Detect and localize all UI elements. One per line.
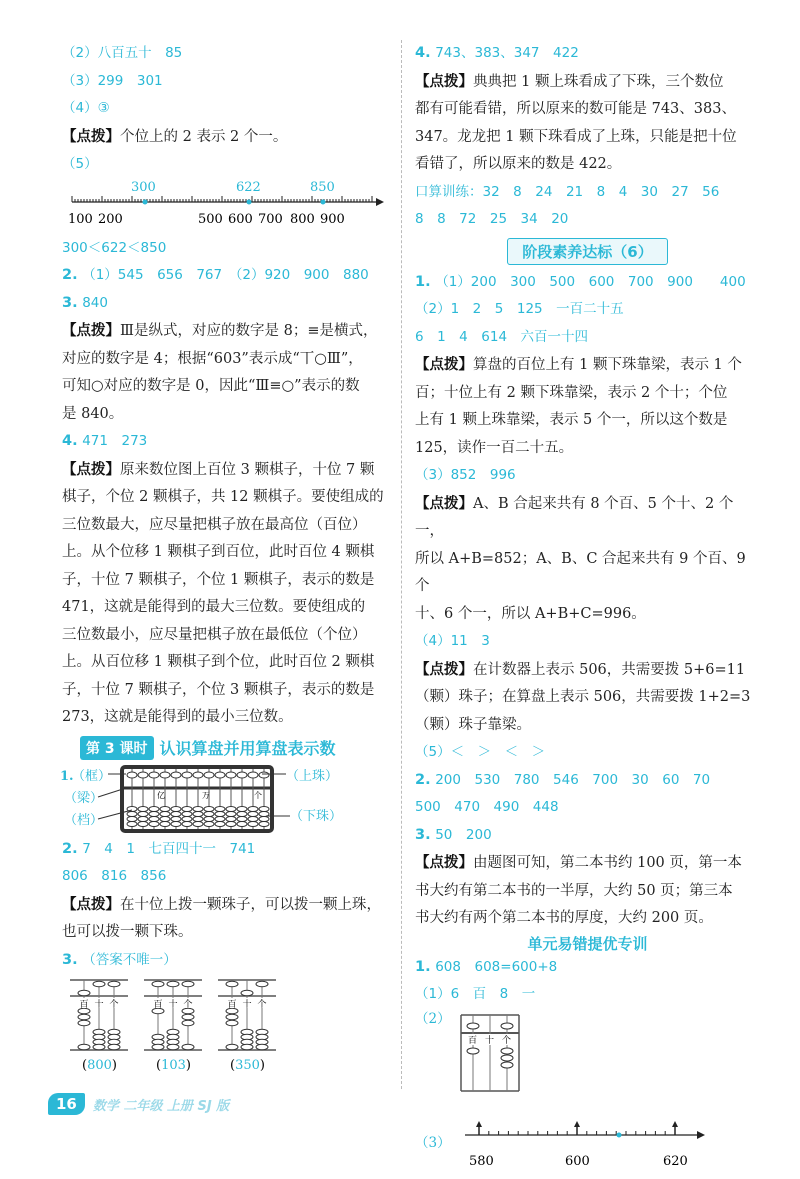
answer-line: （2）: [415, 1010, 451, 1027]
tip-text: 在十位上拨一颗珠子，可以拨一颗上珠，: [120, 896, 381, 913]
abacus-answer: (103): [156, 1058, 191, 1073]
answer-line: （2）1 2 5 125 一百二十五: [415, 301, 624, 317]
abacus-unit: 个: [109, 1000, 119, 1010]
tip-text: 都有可能看错，所以原来的数可能是 743、383、: [415, 101, 736, 117]
numline-label: 580: [469, 1153, 494, 1169]
abacus-unit: 个: [502, 1035, 512, 1046]
tip-text: （颗）珠子靠梁。: [415, 716, 531, 733]
answer-line: （3）: [415, 1134, 451, 1151]
tip-paragraph: [62, 317, 392, 428]
abacus-label: （上珠）: [286, 768, 339, 784]
tip-text: 在计数器上表示 506，共需要拨 5+6=11: [473, 661, 746, 678]
tip-text: 273，这就是能得到的最小三位数。: [62, 709, 293, 725]
answer-line: （答案不唯一）: [82, 951, 177, 968]
column-divider: [401, 40, 402, 1089]
tip-label: 【点拨】: [415, 356, 473, 373]
question-number: 3.: [62, 294, 78, 311]
tip-label: 【点拨】: [62, 895, 120, 913]
question-number: 3.: [415, 826, 431, 843]
tip-text: 上。从个位移 1 颗棋子到百位，此时百位 4 颗棋: [62, 544, 375, 560]
tip-text: 看错了，所以原来的数是 422。: [415, 156, 622, 172]
page-number: 16: [48, 1093, 85, 1115]
numline-bottom-label: 500: [198, 211, 223, 227]
abacus-unit: 个: [257, 1000, 267, 1010]
abacus-label: （下珠）: [290, 808, 343, 824]
left-column: [62, 40, 392, 1074]
abacus-answer: (800): [82, 1058, 117, 1073]
answer-line: （4）11 3: [415, 633, 490, 649]
question-number: 2.: [62, 840, 78, 857]
answer-line: 50 200: [435, 826, 492, 843]
question-number: 2.: [62, 267, 78, 283]
numline-top-label: 850: [310, 179, 335, 195]
tip-text: 对应的数字是 4；根据“603”表示成“丅○Ⅲ”，: [62, 350, 363, 367]
tip-text: 棋子，个位 2 颗棋子，共 12 颗棋子。要使组成的: [62, 489, 384, 505]
numline-bottom-label: 600: [228, 211, 253, 227]
numline-label: 620: [663, 1153, 688, 1169]
error-diagrams: [415, 1009, 760, 1179]
numline-top-label: 622: [236, 179, 261, 195]
section-title: 单元易错提优专训: [527, 934, 648, 953]
number-line-diagram: [58, 179, 388, 235]
abacus-label: （档）: [64, 812, 104, 828]
question-number: 1.: [60, 768, 74, 784]
tip-text: 百；十位上有 2 颗下珠靠梁，表示 2 个十；个位: [415, 384, 728, 401]
abacus-label: （框）: [72, 768, 112, 784]
tip-text: Ⅲ是纵式，对应的数字是 8；≡是横式，: [120, 323, 378, 339]
tip-text: （颗）珠子；在算盘上表示 506，共需要拨 1+2=3: [415, 689, 751, 705]
question-number: 4.: [62, 433, 78, 449]
oral-training: 口算训练：32 8 24 21 8 4 30 27 56: [415, 183, 720, 200]
tip-text: 上有 1 颗上珠靠梁，表示 5 个一，所以这个数是: [415, 412, 728, 428]
tip-text: 子，十位 7 颗棋子，个位 1 颗棋子，表示的数是: [62, 571, 375, 588]
tip-text: 原来数位图上百位 3 颗棋子，十位 7 颗: [120, 461, 375, 478]
abacus-unit: 百: [79, 1000, 89, 1010]
question-number: 3.: [62, 951, 78, 968]
answer-line: 200 530 780 546 700 30 60 70: [435, 771, 711, 788]
numline-bottom-label: 200: [98, 211, 123, 227]
small-abacus: [218, 980, 276, 1073]
book-title: 数学 二年级 上册 SJ 版: [92, 1098, 230, 1114]
tip-text: 十、6 个一，所以 A+B+C=996。: [415, 605, 646, 622]
answer-line: （3）299 301: [62, 72, 163, 89]
abacus-unit: 个: [183, 1000, 193, 1010]
tip-paragraph: [415, 656, 760, 740]
abacus-unit: 百: [468, 1035, 478, 1046]
answer-line: 7 4 1 七百四十一 741: [82, 840, 256, 857]
tip-paragraph: [62, 891, 392, 947]
question-number: 2.: [415, 771, 431, 788]
numline-top-label: 300: [131, 179, 156, 195]
tip-text: 算盘的百位上有 1 颗下珠靠梁，表示 1 个: [473, 357, 742, 373]
tip-text: 可知○对应的数字是 0，因此“Ⅲ≡○”表示的数: [62, 378, 360, 394]
answer-line: 608 608=600+8: [435, 958, 558, 975]
tip-label: 【点拨】: [415, 72, 473, 90]
page-footer: [48, 1093, 229, 1115]
tip-paragraph: [415, 351, 760, 462]
abacus-unit: 百: [153, 1000, 163, 1010]
tip-label: 【点拨】: [62, 460, 120, 478]
answer-line: （5）＜ ＞ ＜ ＞: [415, 744, 546, 760]
tip-paragraph: [62, 456, 392, 732]
answer-line: 806 816 856: [62, 868, 167, 884]
answer-line: （4）③: [62, 100, 110, 116]
right-column: [415, 40, 760, 1179]
abacus-unit: 个: [254, 790, 262, 800]
tip-paragraph: [415, 849, 760, 933]
numline-bottom-label: 900: [320, 211, 345, 227]
abacus-unit: 亿: [157, 790, 165, 800]
tip-text: 典典把 1 颗上珠看成了下珠，三个数位: [473, 73, 724, 90]
tip-text: 也可以拨一颗下珠。: [62, 924, 193, 940]
abacus-unit: 十: [485, 1035, 495, 1046]
answer-line: 300＜622＜850: [62, 239, 167, 256]
question-number: 1.: [415, 958, 431, 975]
tip-label: 【点拨】: [415, 854, 473, 871]
tip-text: 上。从百位移 1 颗棋子到个位，此时百位 2 颗棋: [62, 654, 375, 670]
tip-text: 471，这就是能得到的最大三位数。要使组成的: [62, 599, 366, 615]
question-number: 4.: [415, 45, 431, 61]
lesson-heading: [80, 736, 392, 760]
answer-line: 500 470 490 448: [415, 799, 559, 815]
tip-text: 子，十位 7 颗棋子，个位 3 颗棋子，表示的数是: [62, 681, 375, 698]
answer-line: 840: [82, 294, 108, 311]
tip-text: 由题图可知，第二本书约 100 页，第一本: [473, 855, 742, 871]
abacus-unit: 十: [168, 1000, 178, 1010]
tip-text: 书大约有两个第二本书的厚度，大约 200 页。: [415, 910, 713, 926]
small-abacus: [144, 980, 202, 1073]
lesson-title: 认识算盘并用算盘表示数: [159, 739, 336, 758]
answer-line: 743、383、347 422: [435, 45, 579, 61]
numline-bottom-label: 800: [290, 211, 315, 227]
tip-paragraph: [415, 490, 760, 629]
abacus-unit: 十: [242, 1000, 252, 1010]
answer-line: （2）八百五十 85: [62, 45, 183, 61]
abacus-answer: (350): [230, 1058, 265, 1073]
oral-training: 8 8 72 25 34 20: [415, 211, 569, 227]
question-number: 1.: [415, 273, 431, 290]
section-banner: 阶段素养达标（6）: [507, 238, 667, 265]
answer-line: （1）200 300 500 600 700 900 400: [435, 273, 746, 290]
numline-bottom-label: 700: [258, 211, 283, 227]
abacus-label: （梁）: [64, 790, 104, 806]
abacus-unit: 百: [227, 1000, 237, 1010]
tip-label: 【点拨】: [415, 660, 473, 678]
tip-text: 书大约有第二本书的一半厚，大约 50 页；第三本: [415, 882, 733, 899]
tip-paragraph: [415, 68, 760, 179]
answer-line: 471 273: [82, 433, 148, 449]
abacus-unit: 十: [94, 1000, 104, 1010]
small-abacus: [70, 980, 128, 1073]
tip-text: 三位数最大，应尽量把棋子放在最高位（百位）: [62, 516, 367, 533]
tip-text: 所以 A+B=852；A、B、C 合起来共有 9 个百、9 个: [415, 550, 746, 594]
answer-line: （3）852 996: [415, 467, 516, 483]
lesson-tag: 第 3 课时: [80, 736, 154, 760]
numline-bottom-label: 100: [68, 211, 93, 227]
small-abacus-diagrams: [62, 974, 392, 1074]
numline-label: 600: [565, 1153, 590, 1169]
tip-text: A、B 合起来共有 8 个百、5 个十、2 个一，: [415, 495, 734, 539]
answer-line: （1）6 百 8 一: [415, 986, 536, 1002]
abacus-diagram: [62, 764, 392, 836]
tip-text: 125，读作一百二十五。: [415, 439, 574, 456]
answer-line: 6 1 4 614 六百一十四: [415, 328, 589, 345]
tip-label: 【点拨】: [62, 127, 120, 145]
tip-text: 是 840。: [62, 405, 124, 422]
tip-text: 三位数最小，应尽量把棋子放在最低位（个位）: [62, 626, 367, 643]
tip-label: 【点拨】: [62, 322, 120, 339]
tip-text: 个位上的 2 表示 2 个一。: [120, 128, 288, 145]
tip-label: 【点拨】: [415, 494, 473, 512]
answer-line: （5）: [62, 156, 98, 172]
answer-line: （1）545 656 767 （2）920 900 880: [82, 267, 369, 283]
tip-text: 347。龙龙把 1 颗下珠看成了上珠，只能是把十位: [415, 128, 737, 145]
abacus-unit: 万: [202, 790, 210, 800]
